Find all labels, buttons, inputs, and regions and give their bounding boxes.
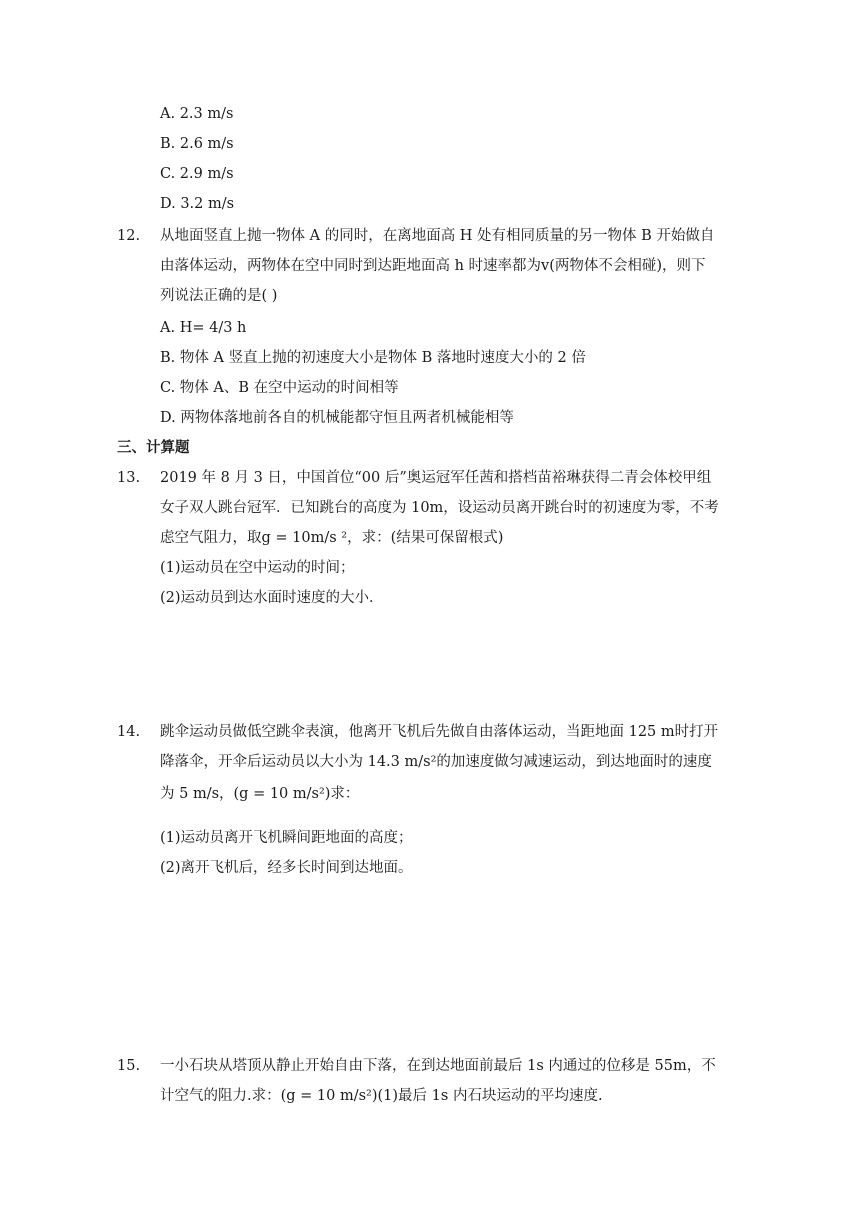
q12-line-1: 从地面竖直上抛一物体 A 的同时，在离地面高 H 处有相同质量的另一物体 B 开始做自 — [160, 228, 715, 244]
q14-line-1: 跳伞运动员做低空跳伞表演，他离开飞机后先做自由落体运动，当距地面 125 m时打开 — [160, 724, 719, 740]
q13-subquestion-2: (2)运动员到达水面时速度的大小． — [160, 590, 384, 606]
q14-subquestion-1: (1)运动员离开飞机瞬间距地面的高度； — [160, 830, 413, 846]
q12-line-2: 由落体运动，两物体在空中同时到达距地面高 h 时速率都为v(两物体不会相碰)，则下 — [160, 258, 706, 274]
q12-option-c: C. 物体 A、B 在空中运动的时间相等 — [160, 380, 399, 396]
q15-line-2: 计空气的阻力.求：(g = 10 m/s²)(1)最后 1s 内石块运动的平均速度. — [160, 1088, 603, 1104]
q12-number: 12. — [117, 228, 141, 244]
q13-line-3: 虑空气阻力，取g = 10m/s ²，求：(结果可保留根式) — [160, 530, 504, 546]
q14-line-3: 为 5 m/s，(g = 10 m/s²)求： — [160, 786, 360, 802]
q12-option-b: B. 物体 A 竖直上抛的初速度大小是物体 B 落地时速度大小的 2 倍 — [160, 350, 586, 366]
q13-line-2: 女子双人跳台冠军．已知跳台的高度为 10m，设运动员离开跳台时的初速度为零，不考 — [160, 500, 719, 516]
q14-subquestion-2: (2)离开飞机后，经多长时间到达地面。 — [160, 860, 413, 876]
q15-number: 15. — [117, 1058, 141, 1074]
q14-number: 14. — [117, 724, 141, 740]
q13-line-1: 2019 年 8 月 3 日，中国首位“00 后”奥运冠军任茜和搭档苗裕琳获得二青会体校甲组 — [160, 470, 712, 486]
prev-option-a: A. 2.3 m/s — [160, 106, 234, 122]
section-title: 三、计算题 — [117, 439, 190, 456]
prev-option-d: D. 3.2 m/s — [160, 196, 235, 212]
q15-line-1: 一小石块从塔顶从静止开始自由下落，在到达地面前最后 1s 内通过的位移是 55m，不 — [160, 1058, 716, 1074]
q13-subquestion-1: (1)运动员在空中运动的时间； — [160, 560, 355, 576]
q12-option-d: D. 两物体落地前各自的机械能都守恒且两者机械能相等 — [160, 410, 514, 426]
q14-line-2: 降落伞，开伞后运动员以大小为 14.3 m/s²的加速度做匀减速运动，到达地面时的速度 — [160, 754, 712, 770]
q13-number: 13. — [117, 470, 141, 486]
q12-line-3: 列说法正确的是( ) — [160, 288, 278, 304]
q12-option-a: A. H= 4/3 h — [160, 320, 247, 336]
prev-option-c: C. 2.9 m/s — [160, 166, 234, 182]
prev-option-b: B. 2.6 m/s — [160, 136, 234, 152]
